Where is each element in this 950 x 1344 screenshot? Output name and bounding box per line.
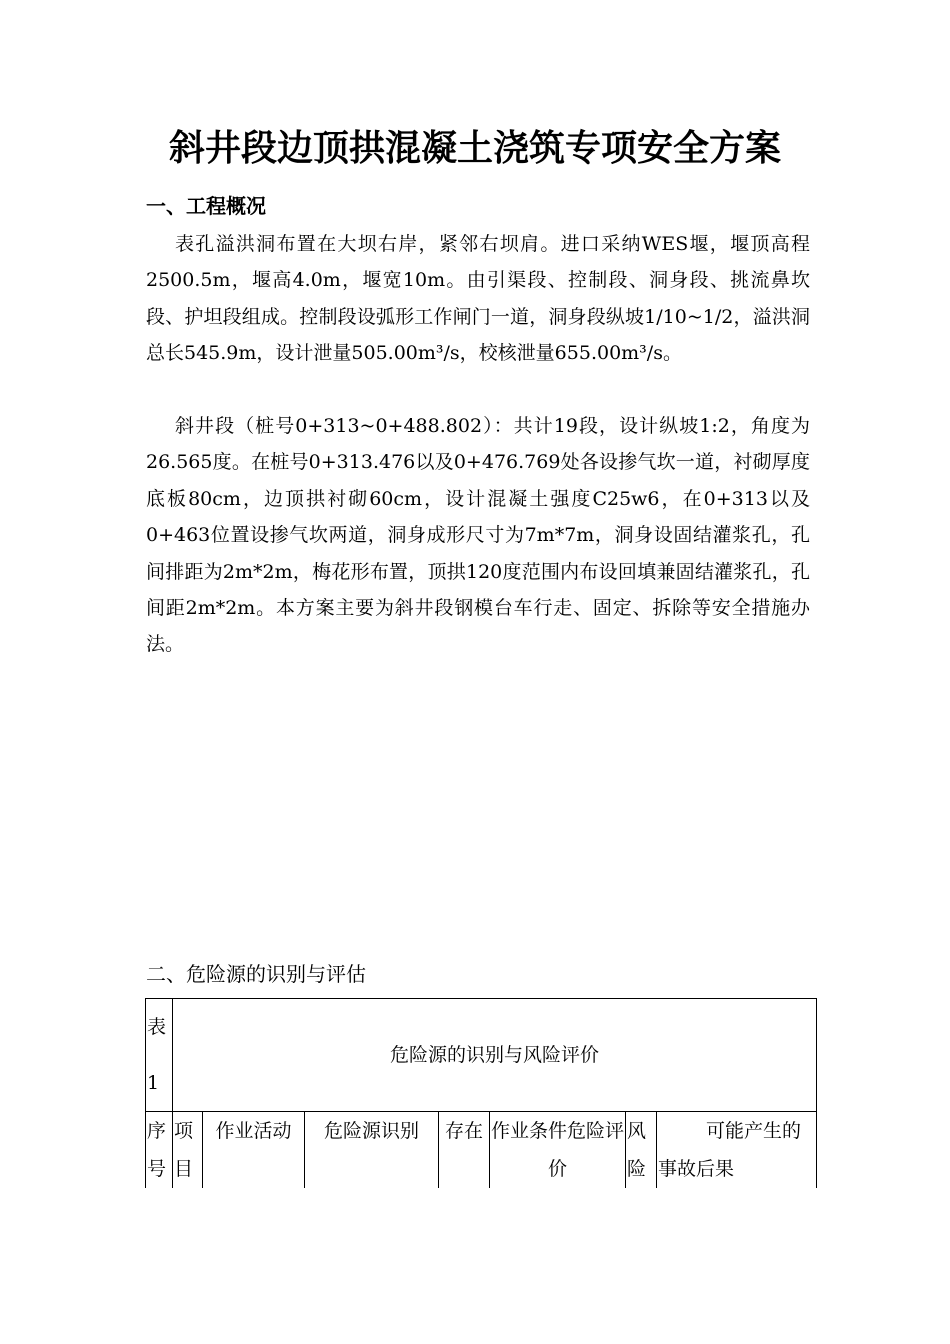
section-heading-hazards: 二、危险源的识别与评估 bbox=[146, 962, 366, 986]
header-exist: 存在 bbox=[439, 1112, 490, 1189]
header-consequence: 可能产生的事故后果 bbox=[657, 1112, 817, 1189]
table-caption-label-top: 表 bbox=[147, 1016, 167, 1038]
header-hazard: 危险源识别 bbox=[305, 1112, 439, 1189]
section-heading-overview: 一、工程概况 bbox=[146, 194, 266, 218]
header-item bbox=[173, 1112, 203, 1189]
header-activity: 作业活动 bbox=[203, 1112, 305, 1189]
header-seq-char-1: 序 bbox=[147, 1120, 167, 1142]
table-caption-row bbox=[146, 999, 817, 1112]
overview-paragraph-2: 斜井段（桩号0+313~0+488.802）：共计19段，设计纵坡1:2，角度为26.565度。在桩号0+313.476以及0+476.769处各设掺气坎一道，衬砌厚度底板80cm，边顶拱衬砌60cm，设计混凝土强度C25w6，在0+313以及0+463位置设掺气坎两道，洞身成形尺寸为7m*7m，洞身设固结灌浆孔，孔间排距为2m*2m，梅花形布置，顶拱120度范围内布设回填兼固结灌浆孔，孔间距2m*2m。本方案主要为斜井段钢模台车行走、固定、拆除等安全措施办法。 bbox=[146, 415, 810, 656]
header-risk-char-2: 险 bbox=[627, 1158, 647, 1180]
document-title: 斜井段边顶拱混凝土浇筑专项安全方案 bbox=[168, 128, 781, 169]
table-caption-label-cell bbox=[146, 999, 173, 1112]
header-risk-char-1: 风 bbox=[627, 1120, 647, 1142]
hazard-table bbox=[145, 998, 817, 1188]
table-header-row bbox=[146, 1112, 817, 1189]
header-risk bbox=[626, 1112, 657, 1189]
header-seq bbox=[146, 1112, 173, 1189]
overview-paragraph-1: 表孔溢洪洞布置在大坝右岸，紧邻右坝肩。进口采纳WES堰，堰顶高程2500.5m，堰高4.0m，堰宽10m。由引渠段、控制段、洞身段、挑流鼻坎段、护坦段组成。控制段设弧形工作闸门一道，洞身段纵坡1/10~1/2，溢洪洞总长545.9m，设计泄量505.00m³/s，校核泄量655.00m³/s。 bbox=[146, 233, 810, 365]
header-condition: 作业条件危险评价 bbox=[490, 1112, 626, 1189]
table-caption-label-bottom: 1 bbox=[147, 1072, 160, 1094]
header-item-char-2: 目 bbox=[174, 1158, 194, 1180]
header-seq-char-2: 号 bbox=[147, 1158, 167, 1180]
table-caption-title: 危险源的识别与风险评价 bbox=[173, 999, 817, 1112]
header-item-char-1: 项 bbox=[174, 1120, 194, 1142]
